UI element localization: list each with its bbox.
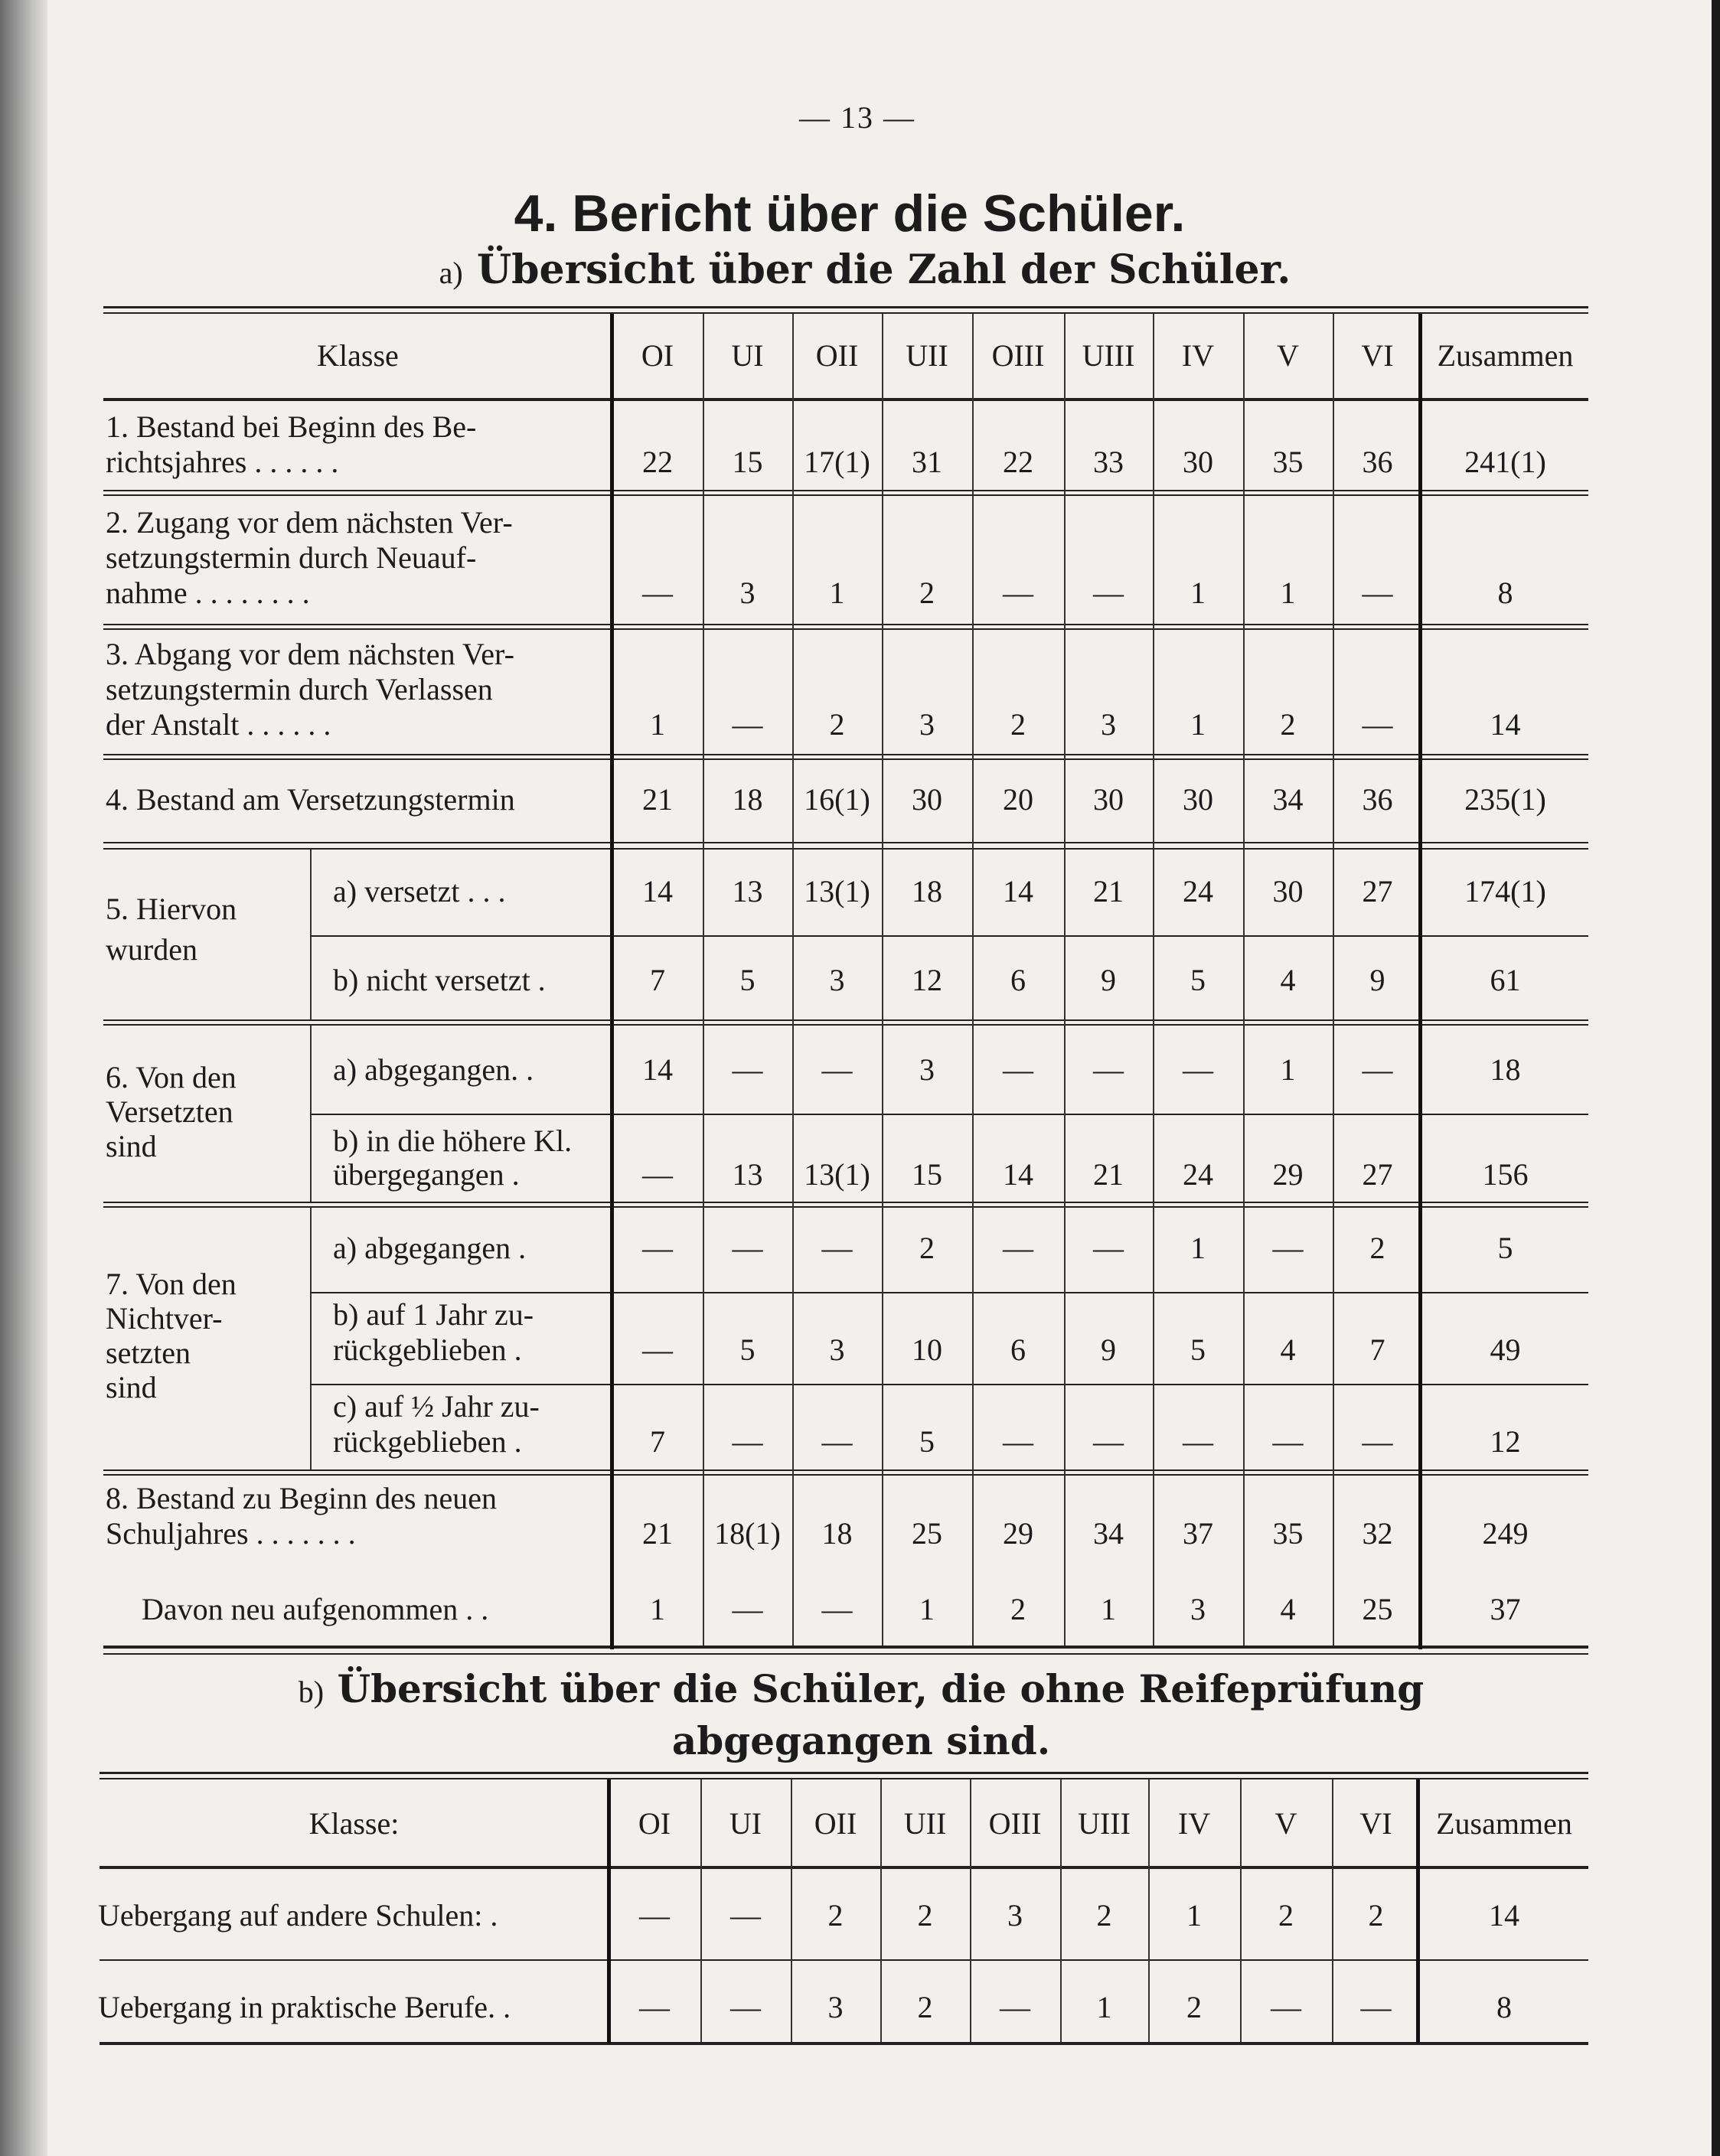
group-rule [103,1019,1588,1021]
table-b-column-rule [970,1779,971,2042]
table-b-top-rule [100,1772,1588,1774]
table-b-value: 8 [1496,1990,1512,2024]
table-b-value: 2 [1368,1898,1384,1933]
sub-rule [310,1292,1588,1293]
table-b-value: — [1000,1990,1030,2024]
row-8-label: 8. Bestand zu Beginn des neuen [106,1481,497,1515]
group-7-value: — [821,1424,853,1459]
row-1-label: 1. Bestand bei Beginn des Be- [106,409,477,444]
row-8-value: 35 [1272,1516,1304,1551]
group-7-value: 12 [1490,1424,1521,1459]
row-3-label: der Anstalt . . . . . . [106,707,331,742]
group-rule-2 [103,1206,1588,1208]
group-rule-2 [103,1024,1588,1026]
header-bottom-rule [103,398,1588,401]
row-8-label: Schuljahres . . . . . . . [106,1516,356,1551]
row-3-value: 14 [1490,707,1521,742]
table-b-value: — [1360,1990,1392,2024]
row-4-value: 18 [732,782,763,817]
row-3-value: 3 [919,707,935,742]
table-b-header-rule [100,1866,1588,1869]
table-b-value: 14 [1489,1898,1519,1933]
table-b-header-zusammen: Zusammen [1436,1806,1572,1841]
section-a-label: a) [439,256,463,290]
group-5-value: 24 [1183,874,1213,908]
row-4-value: 16(1) [804,782,870,817]
row-rule [103,624,1588,625]
row-8-value: 21 [642,1516,673,1551]
group-6-label: sind [106,1129,157,1163]
table-b-header-oii: OII [814,1806,857,1841]
group-5-value: 12 [912,963,942,997]
row-8-value: 29 [1003,1516,1033,1551]
group-6-value: 13(1) [804,1157,870,1192]
group-7-value: 5 [919,1424,935,1459]
table-b-value: 1 [1186,1898,1202,1933]
group-7-value: — [821,1231,853,1265]
group-7-value: 3 [829,1332,845,1367]
group-7-label: 7. Von den [106,1267,237,1301]
group-7-value: 1 [1190,1231,1206,1265]
sub-rule [310,935,1588,937]
group-7-value: — [642,1231,673,1265]
table-b-header-ui: UI [729,1806,762,1841]
group-6-label: 6. Von den [106,1060,237,1094]
row-2-value: — [642,576,673,610]
group-7-label: Nichtver- [106,1301,223,1336]
group-5-value: 5 [739,963,756,997]
group-7-value: — [1003,1231,1033,1265]
table-b-row-label: Uebergang auf andere Schulen: . [98,1898,498,1933]
group-6-sub-label: b) in die höhere Kl. [333,1124,573,1158]
group-7-sub-label: a) abgegangen . [333,1231,527,1265]
group-5-sub-label: b) nicht versetzt . [333,963,546,997]
group-6-value: 21 [1093,1157,1124,1192]
row-4-value: 30 [1183,782,1213,817]
group-5-value: 14 [1003,874,1033,908]
group-7-value: — [1272,1231,1304,1265]
page-title: 4. Bericht über die Schüler. [514,184,1186,243]
group-7-value: 7 [1369,1332,1385,1367]
row-davon-value: 1 [919,1592,935,1626]
group-5-value: 13(1) [804,874,870,908]
row-4-label: 4. Bestand am Versetzungstermin [106,782,515,817]
page-number: — 13 — [799,100,915,135]
table-b-top-rule-2 [100,1778,1588,1779]
group-6-value: 29 [1272,1157,1304,1192]
row-1-value: 31 [912,445,942,479]
row-1-value: 241(1) [1464,445,1546,479]
group-5-label: 5. Hiervon [106,892,237,926]
table-b-header-vi: VI [1359,1806,1392,1841]
header-iv: IV [1181,338,1215,373]
group-5-value: 174(1) [1464,874,1546,908]
row-davon-value: 25 [1362,1592,1393,1626]
table-b-value: 3 [827,1990,844,2024]
section-b-label: b) [298,1675,325,1709]
table-b-value: — [730,1898,761,1933]
column-rule [703,314,704,1646]
group-7-value: 10 [912,1332,942,1367]
table-b-column-rule [880,1779,882,2042]
row-2-value: 2 [919,576,935,610]
group-6-value: — [732,1052,763,1087]
row-4-value: 20 [1003,782,1033,817]
column-rule [1333,314,1334,1646]
header-uiii: UIII [1082,338,1135,373]
row-1-value: 22 [1003,445,1033,479]
section-a-heading [329,246,1401,293]
table-b-header-klasse: Klasse: [308,1806,400,1841]
group-6-value: 15 [912,1157,942,1192]
table-a-top-rule-2 [103,312,1588,314]
group-7-sub-label: b) auf 1 Jahr zu- [333,1297,534,1332]
row-davon-value: — [821,1592,853,1626]
total-column-rule [1418,314,1422,1649]
group-6-value: 1 [1280,1052,1296,1087]
group-5-value: 9 [1369,963,1385,997]
group-6-value: 24 [1183,1157,1213,1192]
group-7-value: 5 [1190,1332,1206,1367]
row-davon-value: 37 [1490,1592,1521,1626]
table-b-label-rule [607,1779,611,2043]
row-1-value: 36 [1362,445,1393,479]
row-rule-2 [103,628,1588,630]
row-3-value: — [732,707,763,742]
group-6-value: — [1183,1052,1213,1087]
row-davon-value: — [732,1592,763,1626]
group-5-value: 3 [829,963,845,997]
row-2-label: 2. Zugang vor dem nächsten Ver- [106,505,513,540]
row-1-label: richtsjahres . . . . . . [106,445,339,479]
group-5-value: 4 [1280,963,1296,997]
group-6-label: Versetzten [106,1094,233,1129]
row-2-label: setzungstermin durch Neuauf- [106,540,477,575]
table-b-row-label: Uebergang in praktische Berufe. . [98,1990,511,2024]
header-oiii: OIII [991,338,1045,373]
table-b-value: — [1271,1990,1301,2024]
group-rule [103,1202,1588,1203]
row-rule [103,842,1588,843]
group-rule [103,1469,1588,1471]
row-4-value: 36 [1362,782,1393,817]
group-5-label: wurden [106,932,197,967]
group-6-value: 27 [1362,1157,1393,1192]
table-a-top-rule [103,306,1588,308]
row-davon-value: 1 [1101,1592,1116,1626]
group-7-value: 2 [919,1231,935,1265]
row-8-value: 18 [821,1516,853,1551]
table-b-value: 2 [917,1898,933,1933]
group-5-value: 61 [1490,963,1521,997]
group-7-value: — [732,1231,763,1265]
sub-rule [310,1114,1588,1115]
group-6-value: 14 [1003,1157,1033,1192]
group-7-value: 7 [650,1424,665,1459]
group-5-value: 13 [732,874,763,908]
label-column-rule [610,314,614,1649]
group-6-value: — [1003,1052,1033,1087]
table-b-value: — [730,1990,761,2024]
row-2-value: 8 [1497,576,1513,610]
header-klasse: Klasse [317,338,399,373]
group-7-value: — [1362,1424,1393,1459]
row-4-value: 235(1) [1464,782,1546,817]
row-3-value: 2 [1010,707,1026,742]
row-2-value: 3 [739,576,756,610]
group-5-value: 9 [1101,963,1116,997]
row-davon-label: Davon neu aufgenommen . . [142,1592,489,1626]
group-divider [310,850,312,1019]
column-rule [972,314,974,1646]
group-7-value: — [732,1424,763,1459]
column-rule [1243,314,1245,1646]
column-rule [792,314,794,1646]
group-7-sub-label: rückgeblieben . [333,1424,522,1459]
table-b-header-uii: UII [903,1806,947,1841]
table-b-column-rule [1332,1779,1333,2042]
table-b-value: 2 [1186,1990,1202,2024]
group-6-value: — [1362,1052,1393,1087]
row-4-value: 34 [1272,782,1304,817]
group-5-value: 7 [650,963,665,997]
row-rule [103,490,1588,491]
table-b-header-oiii: OIII [988,1806,1042,1841]
group-5-value: 21 [1093,874,1124,908]
group-5-value: 27 [1362,874,1393,908]
table-b-value: 3 [1007,1898,1023,1933]
column-rule [1064,314,1066,1646]
group-6-value: 156 [1482,1157,1529,1192]
group-5-value: 30 [1272,874,1304,908]
row-1-value: 33 [1093,445,1124,479]
group-6-value: 18 [1490,1052,1521,1087]
group-rule-2 [103,1474,1588,1476]
section-b-title-line-2: abgegangen sind. [671,1718,1051,1763]
table-b-header-oi: OI [638,1806,671,1841]
group-7-value: 2 [1369,1231,1385,1265]
header-ui: UI [731,338,764,373]
row-davon-value: 2 [1010,1592,1026,1626]
group-7-value: — [1093,1424,1124,1459]
table-b-header-iv: IV [1177,1806,1211,1841]
group-7-value: — [642,1332,673,1367]
table-a-bottom-rule-2 [103,1653,1588,1655]
group-7-value: 49 [1490,1332,1521,1367]
row-3-value: 1 [1190,707,1206,742]
row-3-value: 2 [1280,707,1296,742]
table-b-value: — [639,1990,670,2024]
group-7-value: — [1183,1424,1213,1459]
row-4-value: 21 [642,782,673,817]
row-3-value: — [1362,707,1393,742]
table-b-column-rule [700,1779,702,2042]
row-8-value: 37 [1183,1516,1213,1551]
group-7-value: 4 [1280,1332,1296,1367]
table-b-column-rule [1240,1779,1242,2042]
row-1-value: 30 [1183,445,1213,479]
table-b-header-uiii: UIII [1078,1806,1131,1841]
group-5-sub-label: a) versetzt . . . [333,874,506,908]
header-v: V [1277,338,1299,373]
header-uii: UII [906,338,948,373]
group-6-value: — [642,1157,673,1192]
header-oii: OII [815,338,859,373]
row-rule-2 [103,494,1588,496]
row-3-value: 1 [650,707,665,742]
group-7-label: setzten [106,1336,191,1370]
group-5-value: 6 [1010,963,1026,997]
row-2-label: nahme . . . . . . . . [106,576,310,610]
sub-rule [310,1384,1588,1385]
group-6-value: — [1093,1052,1124,1087]
row-8-value: 34 [1093,1516,1124,1551]
row-davon-value: 4 [1280,1592,1296,1626]
table-b-total-rule [1416,1779,1420,2043]
group-divider [310,1208,312,1469]
group-7-value: — [1272,1424,1304,1459]
section-b-heading [145,1665,1577,1766]
row-3-value: 3 [1101,707,1116,742]
row-8-value: 18(1) [714,1516,781,1551]
table-b-value: 2 [827,1898,844,1933]
row-2-value: 1 [1190,576,1206,610]
row-2-value: 1 [1280,576,1296,610]
row-2-value: — [1003,576,1033,610]
row-davon-value: 1 [650,1592,665,1626]
table-b-value: — [639,1898,670,1933]
table-b-value: 2 [1096,1898,1112,1933]
row-3-label: 3. Abgang vor dem nächsten Ver- [106,637,514,671]
table-b-column-rule [791,1779,792,2042]
header-vi: VI [1361,338,1394,373]
group-6-sub-label: a) abgegangen. . [333,1052,534,1087]
group-7-sub-label: rückgeblieben . [333,1332,522,1367]
row-8-value: 32 [1362,1516,1393,1551]
row-1-value: 35 [1272,445,1304,479]
group-6-value: 13 [732,1157,763,1192]
table-b-row-rule [100,1959,1588,1961]
group-7-sub-label: c) auf ½ Jahr zu- [333,1389,540,1424]
table-a-bottom-rule [103,1646,1588,1649]
row-1-value: 22 [642,445,673,479]
section-a-title: Übersicht über die Zahl der Schüler. [476,246,1291,293]
group-7-value: 6 [1010,1332,1026,1367]
page-edge [1712,0,1720,2156]
row-1-value: 17(1) [804,445,870,479]
row-8-value: 249 [1482,1516,1529,1551]
group-5-value: 14 [642,874,673,908]
row-2-value: — [1093,576,1124,610]
table-b-column-rule [1148,1779,1150,2042]
row-4-value: 30 [912,782,942,817]
table-b-bottom-rule [100,2042,1588,2045]
book-spine-shadow [0,0,47,2156]
group-6-sub-label: übergegangen . [333,1157,520,1192]
row-2-value: 1 [829,576,845,610]
table-b-header-v: V [1274,1806,1297,1841]
group-7-value: — [1003,1424,1033,1459]
table-b-value: 2 [917,1990,933,2024]
header-zusammen: Zusammen [1437,338,1574,373]
table-b-column-rule [1060,1779,1062,2042]
column-rule [882,314,883,1646]
column-rule [1153,314,1154,1646]
group-7-value: 9 [1101,1332,1116,1367]
group-7-label: sind [106,1370,157,1404]
section-b-title-line-1: Übersicht über die Schüler, die ohne Reifeprüfung [337,1666,1425,1711]
row-1-value: 15 [732,445,763,479]
group-7-value: 5 [1497,1231,1513,1265]
table-b-value: 1 [1096,1990,1112,2024]
group-6-value: — [821,1052,853,1087]
group-6-value: 14 [642,1052,673,1087]
row-4-value: 30 [1093,782,1124,817]
row-2-value: — [1362,576,1393,610]
row-3-label: setzungstermin durch Verlassen [106,672,493,706]
group-5-value: 18 [912,874,942,908]
group-7-value: — [1093,1231,1124,1265]
row-davon-value: 3 [1190,1592,1206,1626]
table-b-value: 2 [1278,1898,1294,1933]
row-rule [103,754,1588,755]
group-5-value: 5 [1190,963,1206,997]
row-8-value: 25 [912,1516,942,1551]
row-3-value: 2 [829,707,845,742]
row-rule-2 [103,758,1588,760]
group-7-value: 5 [739,1332,756,1367]
row-rule-2 [103,848,1588,850]
group-6-value: 3 [919,1052,935,1087]
header-oi: OI [641,338,674,373]
